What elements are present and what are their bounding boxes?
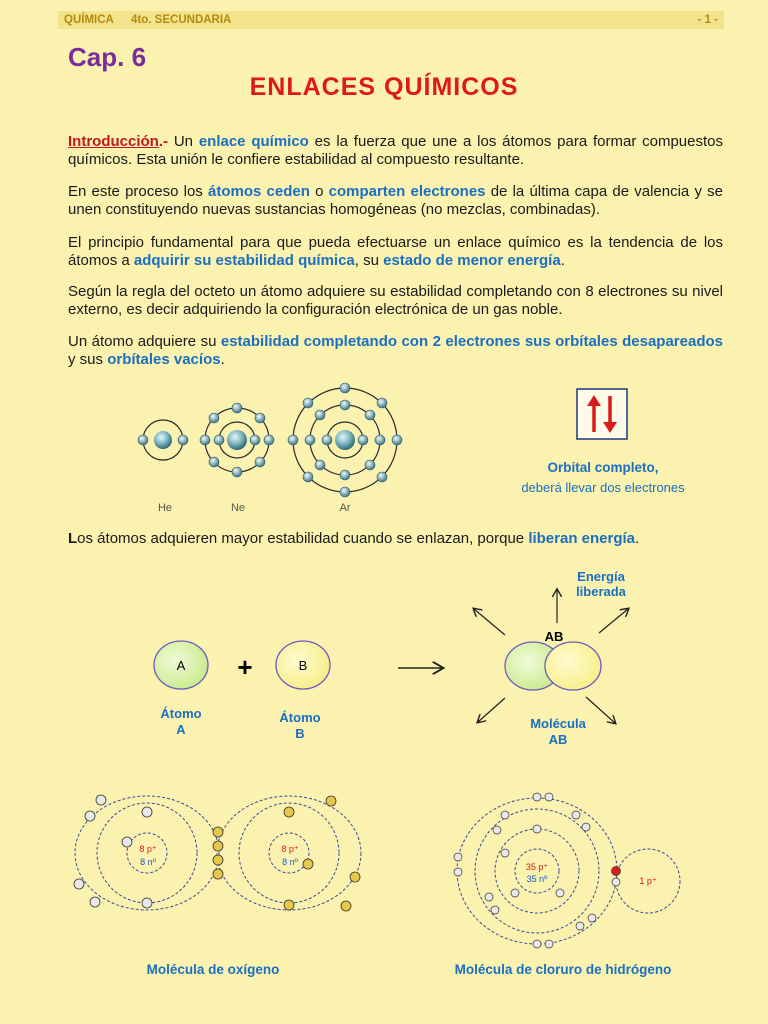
atoms-figure	[138, 383, 402, 514]
p4-text-1: Según la regla del octeto un átomo adquiere su estabilidad completando con 8 electrones su nivel externo, es decir adquiriendo la configuración electrónica de un gas noble.	[68, 283, 723, 318]
orbital-caption-2: deberá llevar dos electrones	[521, 480, 685, 495]
hcl-caption: Molécula de cloruro de hidrógeno	[454, 962, 672, 977]
p6-text-2: .	[635, 530, 640, 547]
p2-highlight-1: átomos ceden	[208, 183, 310, 200]
p2-highlight-2: comparten electrones	[328, 183, 486, 200]
intro-dot: .-	[158, 133, 168, 150]
p6-first-letter: L	[68, 530, 78, 547]
molecule-label: AB	[544, 629, 564, 644]
header-level: 4to. SECUNDARIA	[131, 14, 232, 26]
p2-text-1: En este proceso los	[68, 183, 208, 200]
o2-protons: 8 p⁺	[281, 844, 299, 854]
orbital-caption-1: Orbital completo,	[547, 460, 659, 475]
p6-text-1: os átomos adquieren mayor estabilidad cuando se enlazan, porque	[77, 530, 529, 547]
p5-highlight-1: estabilidad completando con 2 electrones sus orbítales desapareados	[220, 333, 723, 350]
atom-b-label-2: B	[295, 726, 305, 741]
chapter-number: Cap. 6	[68, 42, 147, 72]
intro-lead: Introducción	[68, 133, 159, 150]
cl-protons: 35 p⁺	[525, 862, 549, 872]
p2-text-3: de la última capa de valencia y se unen constituyendo nuevas sustancias homogéneas (no mezclas, combinadas).	[68, 183, 723, 218]
bond-diagram	[154, 569, 628, 747]
h-protons: 1 p⁺	[639, 876, 657, 886]
p3-text-1: El principio fundamental para que pueda efectuarse un enlace químico es la tendencia de los átomos a	[68, 234, 723, 269]
energy-label-1: Energía	[577, 569, 625, 584]
molecule-caption-1: Molécula	[530, 716, 586, 731]
header-subject: QUÍMICA	[64, 14, 114, 26]
oxygen-molecule	[74, 795, 361, 977]
intro-text-1: Un	[168, 133, 199, 150]
cl-neutrons: 35 nº	[526, 874, 548, 884]
p5-text-3: .	[220, 350, 225, 368]
p5-text-2: y sus	[68, 350, 108, 368]
p3-text-2: , su	[354, 251, 384, 269]
o2-neutrons: 8 nº	[282, 857, 298, 867]
label-ne: Ne	[230, 502, 246, 514]
atom-b-letter: B	[298, 658, 308, 673]
hcl-molecule	[454, 793, 680, 977]
label-ar: Ar	[339, 502, 351, 514]
atom-a-label-1: Átomo	[160, 706, 202, 721]
p3-highlight-1: adquirir su estabilidad química	[133, 251, 355, 269]
page-number: - 1 -	[697, 14, 718, 26]
argon-nucleus	[335, 430, 355, 450]
atom-a-letter: A	[176, 658, 186, 673]
atom-b-label-1: Átomo	[279, 710, 321, 725]
plus-sign: +	[237, 652, 253, 682]
p5-text-1: Un átomo adquiere su	[68, 333, 221, 350]
neon-nucleus	[227, 430, 247, 450]
p5-highlight-2: orbítales vacíos	[107, 350, 221, 368]
molecule-caption-2: AB	[548, 732, 568, 747]
label-he: He	[157, 502, 173, 514]
page-title: ENLACES QUÍMICOS	[249, 73, 519, 101]
p6-highlight: liberan energía	[528, 530, 636, 547]
p2-text-2: o	[309, 183, 329, 200]
p3-text-3: .	[560, 251, 565, 269]
p3-highlight-2: estado de menor energía	[383, 251, 561, 269]
intro-text-2: es la fuerza que une a los átomos para formar compuestos químicos. Esta unión le confiere estabilidad al compuesto resultante.	[68, 133, 724, 168]
intro-highlight: enlace químico	[198, 133, 309, 150]
oxygen-caption: Molécula de oxígeno	[146, 962, 280, 977]
molecule-right-circle	[545, 642, 601, 690]
atom-a-label-2: A	[176, 722, 186, 737]
energy-label-2: liberada	[576, 584, 626, 599]
helium-nucleus	[154, 431, 172, 449]
orbital-box	[521, 389, 685, 495]
o1-protons: 8 p⁺	[139, 844, 157, 854]
o1-neutrons: 8 nº	[140, 857, 156, 867]
